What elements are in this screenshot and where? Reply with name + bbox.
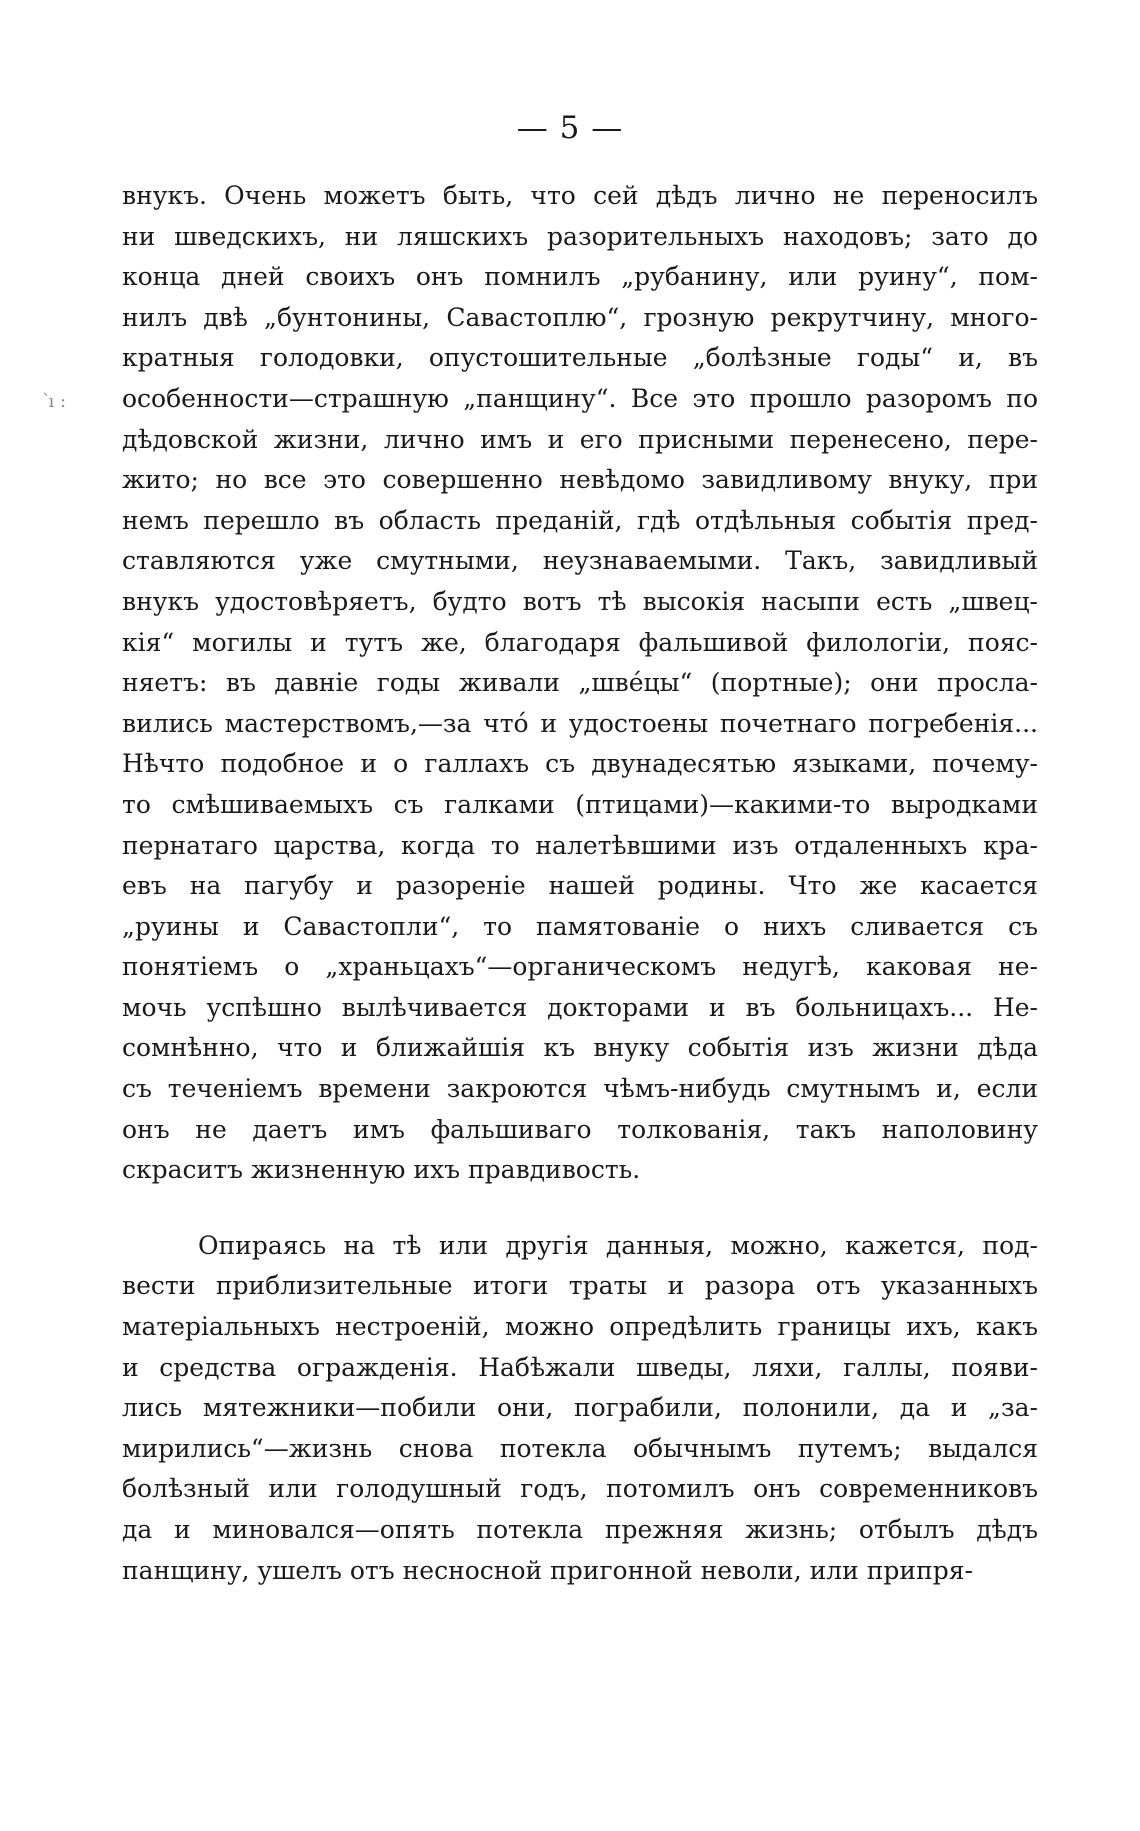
text-line: ни шведскихъ, ни ляшскихъ разорительныхъ находовъ; зато до: [122, 221, 1038, 251]
paragraph-2: [122, 1226, 1038, 1591]
text-line: няетъ: въ давніе годы живали „швéцы“ (портные); они просла-: [122, 668, 1038, 698]
text-line: нилъ двѣ „бунтонины, Савастоплю“, грозную рекрутчину, много-: [122, 302, 1038, 332]
text-line: скраситъ жизненную ихъ правдивость.: [122, 1155, 641, 1185]
text-line: вились мастерствомъ,—за чтó и удостоены почетнаго погребенія...: [122, 708, 1038, 738]
text-line: матеріальныхъ нестроеній, можно опредѣлить границы ихъ, какъ: [122, 1312, 1038, 1342]
text-line: внукъ удостовѣряетъ, будто вотъ тѣ высокія насыпи есть „швец-: [122, 586, 1038, 616]
text-line: евъ на пагубу и разореніе нашей родины. Что же касается: [122, 871, 1038, 901]
text-line: онъ не даетъ имъ фальшиваго толкованія, такъ наполовину: [122, 1114, 1038, 1144]
text-line: кратныя голодовки, опустошительные „болѣзные годы“ и, въ: [122, 343, 1038, 373]
text-line: Опираясь на тѣ или другія данныя, можно, кажется, под-: [198, 1230, 1038, 1260]
text-line: сомнѣнно, что и ближайшія къ внуку событія изъ жизни дѣда: [122, 1033, 1038, 1063]
text-line: внукъ. Очень можетъ быть, что сей дѣдъ лично не переносилъ: [122, 181, 1038, 210]
text-line: кія“ могилы и тутъ же, благодаря фальшивой филологіи, пояс-: [122, 627, 1038, 657]
text-line: панщину, ушелъ отъ несносной пригонной неволи, или припря-: [122, 1555, 973, 1585]
text-line: ставляются уже смутными, неузнаваемыми. Такъ, завидливый: [122, 546, 1038, 576]
text-line: пернатаго царства, когда то налетѣвшими изъ отдаленныхъ кра-: [122, 830, 1038, 860]
text-line: дѣдовской жизни, лично имъ и его присными перенесено, пере-: [122, 424, 1038, 454]
text-line: мочь успѣшно вылѣчивается докторами и въ больницахъ... Не-: [122, 992, 1038, 1022]
text-line: вести приблизительные итоги траты и разора отъ указанныхъ: [122, 1271, 1038, 1301]
margin-mark: ՝ı :: [42, 391, 67, 412]
text-line: и средства огражденія. Набѣжали шведы, ляхи, галлы, появи-: [122, 1352, 1038, 1382]
text-line: конца дней своихъ онъ помнилъ „рубанину, или руину“, пом-: [122, 262, 1038, 292]
text-line: лись мятежники—побили они, пограбили, полонили, да и „за-: [122, 1393, 1038, 1423]
text-line: понятіемъ о „храньцахъ“—органическомъ недугѣ, каковая не-: [122, 952, 1038, 982]
text-line: немъ перешло въ область преданій, гдѣ отдѣльныя событія пред-: [122, 505, 1038, 535]
text-line: особенности—страшную „панщину“. Все это прошло разоромъ по: [122, 383, 1038, 413]
text-line: Нѣчто подобное и о галлахъ съ двунадесятью языками, почему-: [122, 749, 1038, 779]
paragraph-1: [122, 176, 1038, 1191]
text-line: болѣзный или голодушный годъ, потомилъ онъ современниковъ: [122, 1474, 1038, 1504]
body-text: [122, 176, 1038, 1591]
text-line: мирились“—жизнь снова потекла обычнымъ путемъ; выдался: [122, 1433, 1038, 1463]
text-line: да и миновался—опять потекла прежняя жизнь; отбылъ дѣдъ: [122, 1515, 1038, 1544]
text-line: съ теченіемъ времени закроются чѣмъ-нибудь смутнымъ и, если: [122, 1074, 1038, 1104]
page-number: — 5 —: [516, 110, 624, 146]
text-line: то смѣшиваемыхъ съ галками (птицами)—какими-то выродками: [122, 789, 1038, 819]
text-line: „руины и Савастопли“, то памятованіе о нихъ сливается съ: [122, 911, 1038, 941]
text-line: жито; но все это совершенно невѣдомо завидливому внуку, при: [122, 465, 1038, 495]
